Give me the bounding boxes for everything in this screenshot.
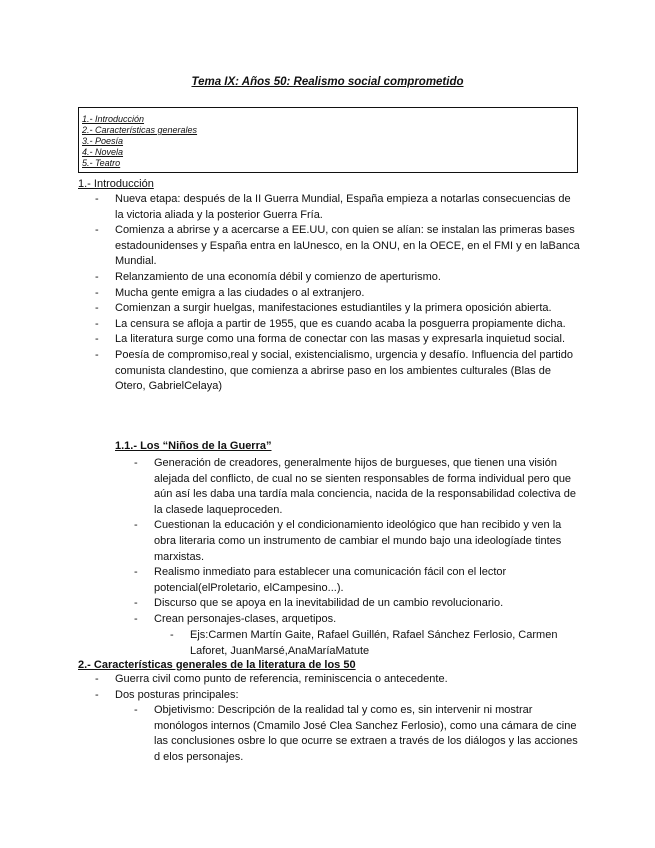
table-of-contents [78, 107, 578, 173]
list-item: - Cuestionan la educación y el condicionamiento ideológico que han recibido y ven la obra literaria como un instrumento de cambiar el mundo bajo una ideologíade tintes marxistas. [154, 518, 579, 565]
subsection-heading-ninos-guerra: 1.1.- Los “Niños de la Guerra” [115, 440, 272, 452]
toc-link-poesia[interactable]: 3.- Poesía [82, 136, 124, 146]
section-heading-caracteristicas: 2.- Características generales de la literatura de los 50 [78, 659, 356, 671]
toc-link-caracteristicas[interactable]: 2.- Características generales [82, 125, 198, 135]
posturas-list [154, 703, 579, 765]
list-item: - Discurso que se apoya en la inevitabilidad de un cambio revolucionario. [154, 596, 579, 612]
list-item: - La censura se afloja a partir de 1955, que es cuando acaba la posguerra propiamente dicha. [115, 317, 580, 333]
list-item: - Poesía de compromiso,real y social, existencialismo, urgencia y desafío. Influencia del partido comunista clandestino, que comienza a abrirse paso en los ambientes culturales (Blas de Otero, GabrielCelaya) [115, 348, 580, 395]
ninos-guerra-list [154, 456, 579, 628]
list-item: - Objetivismo: Descripción de la realidad tal y como es, sin intervenir ni mostrar monólogos internos (Cmamilo José Clea Sanchez Ferlosio), como una cámara de cine las conclusiones osbre lo que ocurre se extraen a través de los diálogos y las acciones d elos personajes. [154, 703, 579, 765]
list-item: - Comienzan a surgir huelgas, manifestaciones estudiantiles y la primera oposición abierta. [115, 301, 580, 317]
list-item: - Generación de creadores, generalmente hijos de burgueses, que tienen una visión alejada del conflicto, de cual no se sienten responsables de forma individual pero que aún así les daba una tardía mala conciencia, nacida de la responsabilidad colectiva de la clasede laqueproceden. [154, 456, 579, 518]
list-item: - Ejs:Carmen Martín Gaite, Rafael Guillén, Rafael Sánchez Ferlosio, Carmen Laforet, JuanMarsé,AnaMaríaMatute [190, 628, 579, 659]
intro-list [115, 192, 580, 395]
section-heading-introduccion: 1.- Introducción [78, 178, 154, 190]
list-item: - Guerra civil como punto de referencia, reminiscencia o antecedente. [115, 672, 580, 688]
examples-list [190, 628, 579, 659]
caracteristicas-list [115, 672, 580, 703]
page-title: Tema IX: Años 50: Realismo social comprometido [191, 76, 464, 88]
list-item: - Dos posturas principales: [115, 688, 580, 704]
toc-link-introduccion[interactable]: 1.- Introducción [82, 114, 145, 124]
list-item: - La literatura surge como una forma de conectar con las masas y expresarla inquietud social. [115, 332, 580, 348]
list-item: - Realismo inmediato para establecer una comunicación fácil con el lector potencial(elProletario, elCampesino...). [154, 565, 579, 596]
toc-link-novela[interactable]: 4.- Novela [82, 147, 124, 157]
list-item: - Mucha gente emigra a las ciudades o al extranjero. [115, 286, 580, 302]
list-item: - Comienza a abrirse y a acercarse a EE.UU, con quien se alían: se instalan las primeras bases estadounidenses y España entra en laUnesco, en la ONU, en la OECE, en el FMI y en laBanca Mundial. [115, 223, 580, 270]
toc-link-teatro[interactable]: 5.- Teatro [82, 158, 121, 168]
list-item: - Relanzamiento de una economía débil y comienzo de aperturismo. [115, 270, 580, 286]
list-item: - Nueva etapa: después de la II Guerra Mundial, España empieza a notarlas consecuencias de la victoria aliada y la posterior Guerra Fría. [115, 192, 580, 223]
list-item: - Crean personajes-clases, arquetipos. [154, 612, 579, 628]
